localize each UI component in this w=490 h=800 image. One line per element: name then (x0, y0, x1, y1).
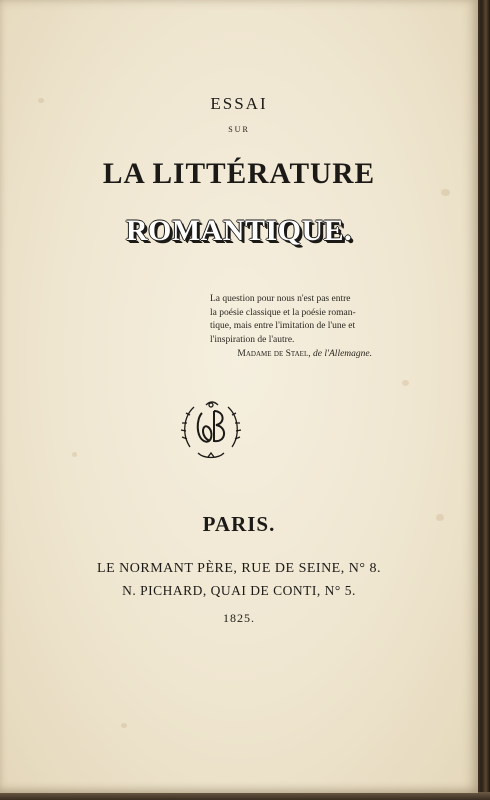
foxing-spot (72, 452, 77, 457)
epigraph-line: tique, mais entre l'imitation de l'une et (210, 321, 356, 331)
title-line-1: LA LITTÉRATURE (102, 157, 376, 190)
city-line: PARIS. (202, 512, 276, 536)
sur-line: SUR (228, 125, 250, 134)
foxing-spot (121, 723, 127, 728)
publication-year: 1825. (223, 611, 255, 625)
epigraph-line: la poésie classique et la poésie roman- (210, 307, 356, 318)
foxing-spot (402, 380, 409, 386)
book-bottom-edge (0, 792, 490, 800)
publisher-line-2: N. PICHARD, QUAI DE CONTI, N° 5. (122, 583, 356, 598)
title-line-2: ROMANTIQUE. (125, 214, 353, 247)
monogram-wreath-icon (178, 397, 244, 463)
epigraph-line: l'inspiration de l'autre. (210, 334, 295, 345)
essai-line: ESSAI (210, 94, 268, 113)
epigraph-source: de l'Allemagne. (312, 349, 372, 359)
epigraph-line: La question pour nous n'est pas entre (210, 294, 351, 304)
book-binding (476, 0, 490, 800)
epigraph-author: Madame de Stael, (237, 349, 311, 359)
epigraph (210, 293, 372, 362)
epigraph-attribution (210, 348, 372, 362)
publisher-line-1: LE NORMANT PÈRE, RUE DE SEINE, N° 8. (97, 561, 381, 576)
